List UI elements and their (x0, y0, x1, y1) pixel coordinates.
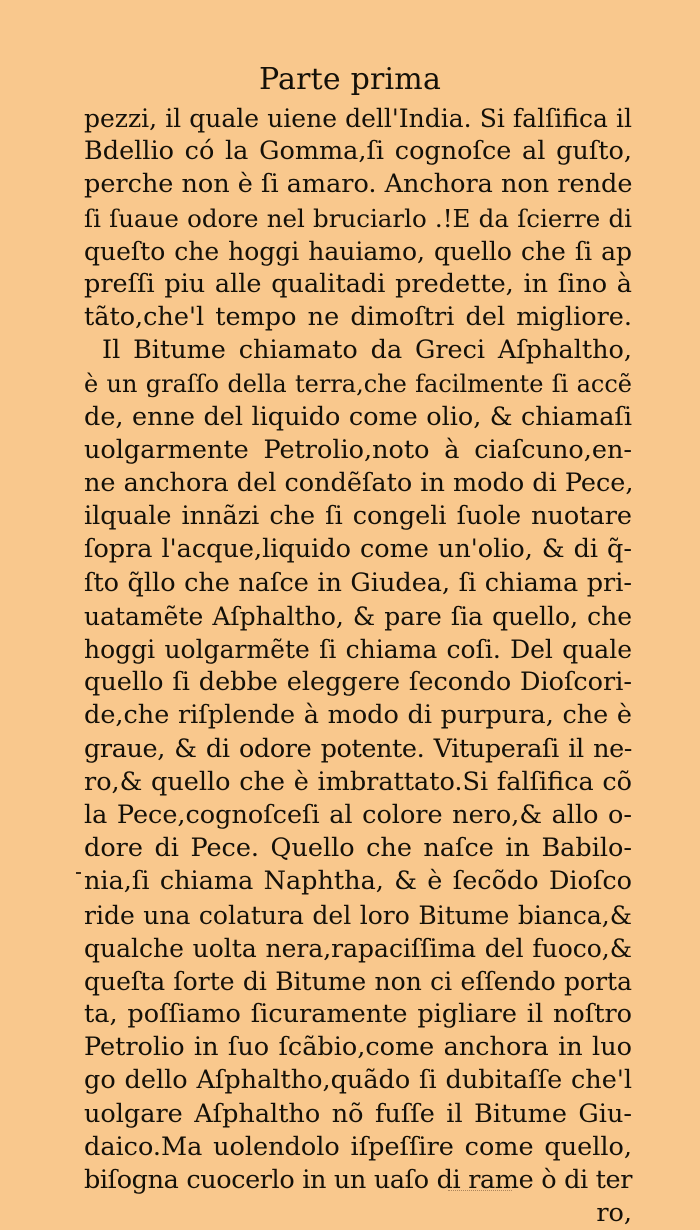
text-line: ſopra l'acque,liquido come un'olio, & di q̃- (84, 534, 632, 565)
text-line: queſta ſorte di Bitume non ci eſſendo porta (84, 966, 632, 996)
text-line: hoggi uolgarmẽte ſi chiama coſi. Del quale (84, 635, 632, 664)
text-line: uolgarmente Petrolio,noto à ciaſcuno,en- (84, 434, 632, 465)
text-line: è un graſſo della terra,che facilmente ſi accẽ (84, 369, 632, 398)
text-line: nia,ſi chiama Naphtha, & è ſecõdo Dioſco (84, 866, 632, 897)
text-line: tãto,che'l tempo ne dimoſtri del migliore. (84, 302, 632, 333)
text-line: de, enne del liquido come olio, & chiamaſi (84, 401, 632, 432)
text-line: graue, & di odore potente. Vituperaſi il ne- (84, 733, 632, 764)
text-line: ſi ſuaue odore nel bruciarlo .!E da ſcierre di (84, 203, 632, 233)
catchword-line: ro, (596, 1198, 632, 1229)
text-line: preſſi piu alle qualitadi predette, in ſino à (84, 268, 632, 299)
text-line: Petrolio in ſuo ſcãbio,come anchora in luo (84, 1032, 632, 1063)
text-line: uatamẽte Aſphaltho, & pare ſia quello, che (84, 601, 632, 631)
text-line: de,che riſplende à modo di purpura, che è (84, 700, 632, 731)
text-line: ſto q̃llo che naſce in Giudea, ſi chiama pri- (84, 567, 632, 598)
text-line: uolgare Aſphaltho nõ fuſſe il Bitume Giu- (84, 1098, 632, 1129)
text-line: ta, poſſiamo ſicuramente pigliare il noſtro (84, 999, 632, 1030)
text-line: la Pece,cognoſceſi al colore nero,& allo o- (84, 799, 632, 830)
text-line: Bdellio có la Gomma,ſi cognoſce al guſto, (84, 136, 632, 167)
text-line: queſto che hoggi hauiamo, quello che ſi ap (84, 236, 632, 266)
text-line: go dello Aſphaltho,quãdo ſi dubitaſſe che'l (84, 1065, 632, 1096)
show-through-trace (448, 1190, 512, 1194)
text-line: ride una colatura del loro Bitume bianca,& (84, 900, 632, 930)
text-line: ilquale innãzi che ſi congeli ſuole nuotare (84, 501, 632, 532)
text-line: pezzi, il quale uiene dell'India. Si falſifica il (84, 104, 632, 133)
body-text (84, 102, 632, 1230)
text-line: perche non è ſi amaro. Anchora non rende (84, 169, 633, 200)
running-head: Parte prima (258, 62, 442, 97)
ink-speck (76, 872, 81, 874)
text-line: quello ſi debbe eleggere ſecondo Dioſcori- (84, 667, 632, 698)
text-line: daico.Ma uolendolo iſpeſſire come quello, (84, 1131, 632, 1162)
text-line: dore di Pece. Quello che naſce in Babilo- (84, 833, 632, 864)
text-line: ne anchora del condẽſato in modo di Pece, (84, 468, 634, 499)
text-line: ro,& quello che è imbrattato.Si falſifica cõ (84, 766, 632, 797)
text-line-paragraph-start: Il Bitume chiamato da Greci Aſphaltho, (102, 335, 632, 366)
text-line: biſogna cuocerlo in un uaſo di rame ò di ter (84, 1165, 632, 1195)
text-line: qualche uolta nera,rapaciſſima del fuoco,& (84, 933, 632, 963)
